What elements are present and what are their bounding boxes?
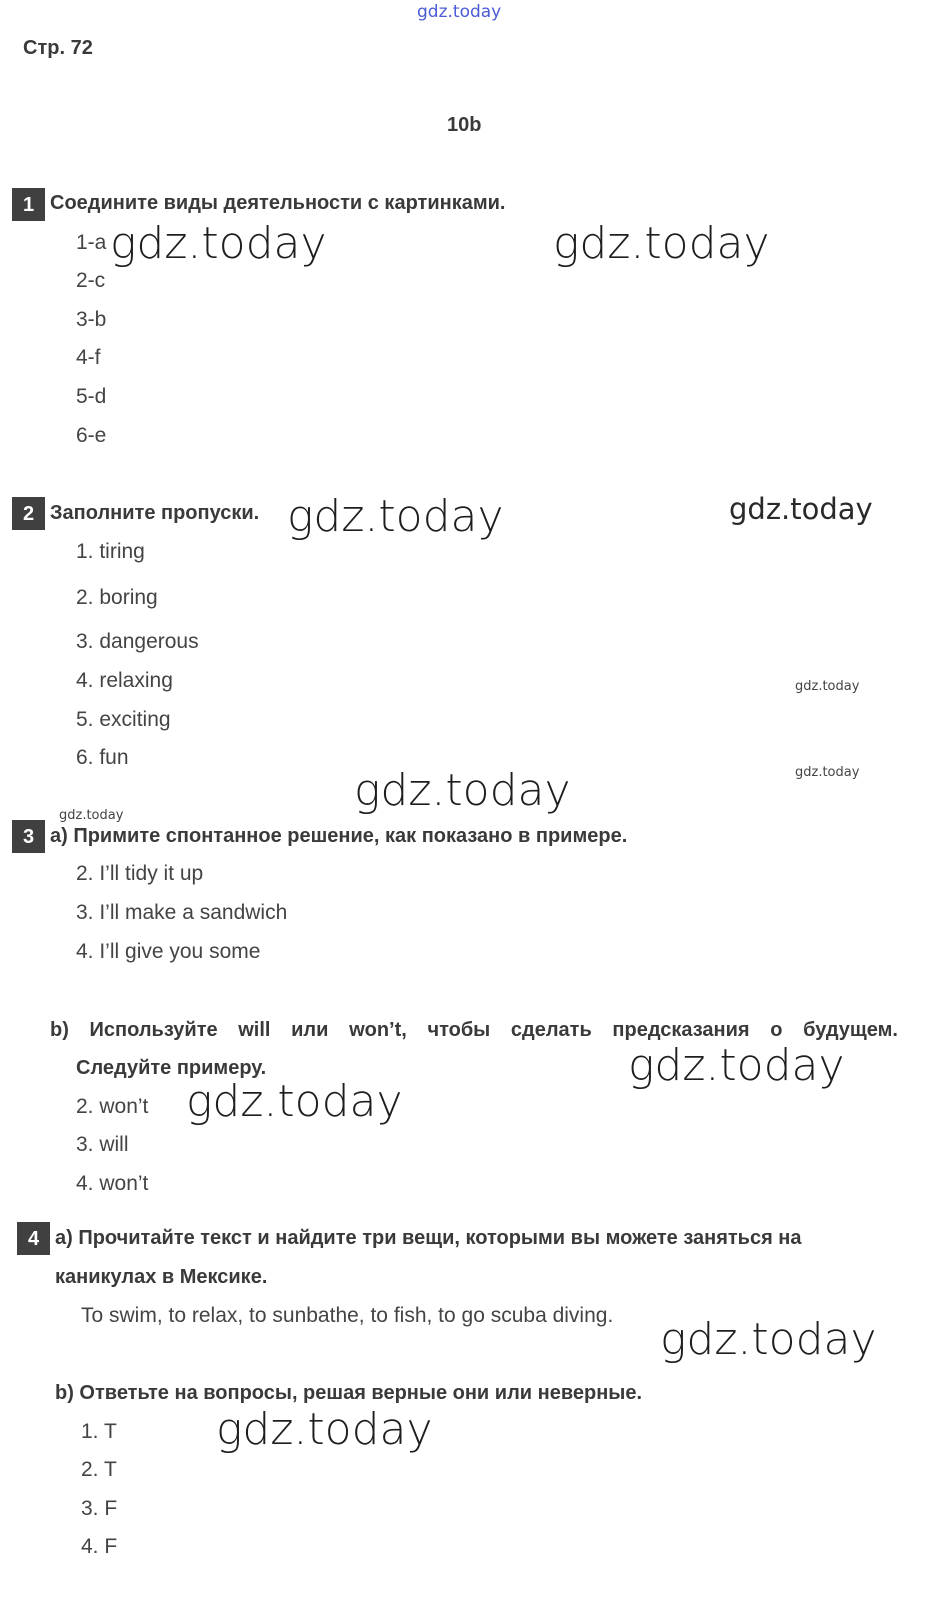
- exercise-4b-heading: b) Ответьте на вопросы, решая верные они или неверные.: [55, 1382, 643, 1404]
- exercise-4b-answer: 2. T: [81, 1458, 117, 1481]
- exercise-3b-heading-line2: Следуйте примеру.: [76, 1057, 267, 1079]
- section-title: 10b: [447, 114, 482, 136]
- exercise-4b-answer: 3. F: [81, 1497, 118, 1520]
- watermark: gdz.today: [553, 218, 770, 269]
- watermark: gdz.today: [354, 765, 571, 816]
- watermark: gdz.today: [795, 765, 860, 780]
- exercise-number-2: 2: [12, 497, 45, 530]
- watermark: gdz.today: [59, 808, 124, 823]
- heading-word: чтобы: [427, 1019, 491, 1041]
- exercise-2-answer: 2. boring: [76, 586, 158, 609]
- exercise-4a-heading-line2: каникулах в Мексике.: [55, 1266, 268, 1288]
- heading-word: сделать: [510, 1019, 592, 1041]
- heading-word: Используйте: [89, 1019, 218, 1041]
- exercise-1-answer: 3-b: [76, 308, 107, 331]
- exercise-4a-heading: a) Прочитайте текст и найдите три вещи, которыми вы можете заняться на: [55, 1227, 802, 1249]
- exercise-3a-answer: 4. I’ll give you some: [76, 940, 261, 963]
- exercise-1-answer: 2-c: [76, 269, 106, 292]
- exercise-2-answer: 6. fun: [76, 746, 129, 769]
- heading-word: will: [238, 1019, 271, 1041]
- heading-word: будущем.: [803, 1019, 898, 1041]
- watermark: gdz.today: [186, 1076, 403, 1127]
- heading-word: предсказания: [612, 1019, 750, 1041]
- watermark: gdz.today: [110, 218, 327, 269]
- exercise-1-answer: 1-a: [76, 231, 107, 254]
- exercise-4b-answer: 4. F: [81, 1535, 118, 1558]
- watermark: gdz.today: [795, 679, 860, 694]
- watermark: gdz.today: [287, 491, 504, 542]
- exercise-4a-answer: To swim, to relax, to sunbathe, to fish, to go scuba diving.: [81, 1304, 614, 1327]
- exercise-2-answer: 3. dangerous: [76, 630, 199, 653]
- exercise-3b-answer: 3. will: [76, 1133, 129, 1156]
- exercise-1-answer: 4-f: [76, 346, 101, 369]
- page-number: Стр. 72: [23, 37, 93, 59]
- exercise-number-4: 4: [17, 1222, 50, 1255]
- exercise-3b-answer: 4. won’t: [76, 1172, 149, 1195]
- exercise-number-3: 3: [12, 820, 45, 853]
- exercise-2-answer: 4. relaxing: [76, 669, 173, 692]
- exercise-3a-heading: a) Примите спонтанное решение, как показано в примере.: [50, 825, 628, 847]
- exercise-3a-answer: 3. I’ll make a sandwich: [76, 901, 288, 924]
- heading-word: о: [770, 1019, 783, 1041]
- watermark: gdz.today: [729, 492, 873, 526]
- exercise-2-heading: Заполните пропуски.: [50, 502, 260, 524]
- exercise-1-heading: Соедините виды деятельности с картинками.: [50, 192, 506, 214]
- exercise-2-answer: 1. tiring: [76, 540, 145, 563]
- watermark: gdz.today: [628, 1040, 845, 1091]
- exercise-1-answer: 6-e: [76, 424, 107, 447]
- exercise-2-answer: 5. exciting: [76, 708, 171, 731]
- heading-word: b): [50, 1019, 69, 1041]
- exercise-1-answer: 5-d: [76, 385, 107, 408]
- exercise-3a-answer: 2. I’ll tidy it up: [76, 862, 204, 885]
- watermark: gdz.today: [660, 1314, 877, 1365]
- heading-word: или: [291, 1019, 329, 1041]
- heading-word: won’t,: [349, 1019, 407, 1041]
- exercise-number-1: 1: [12, 188, 45, 221]
- watermark: gdz.today: [216, 1404, 433, 1455]
- exercise-3b-answer: 2. won’t: [76, 1095, 149, 1118]
- exercise-4b-answer: 1. T: [81, 1420, 117, 1443]
- watermark-top: gdz.today: [417, 2, 502, 22]
- exercise-3b-heading: [50, 1019, 898, 1042]
